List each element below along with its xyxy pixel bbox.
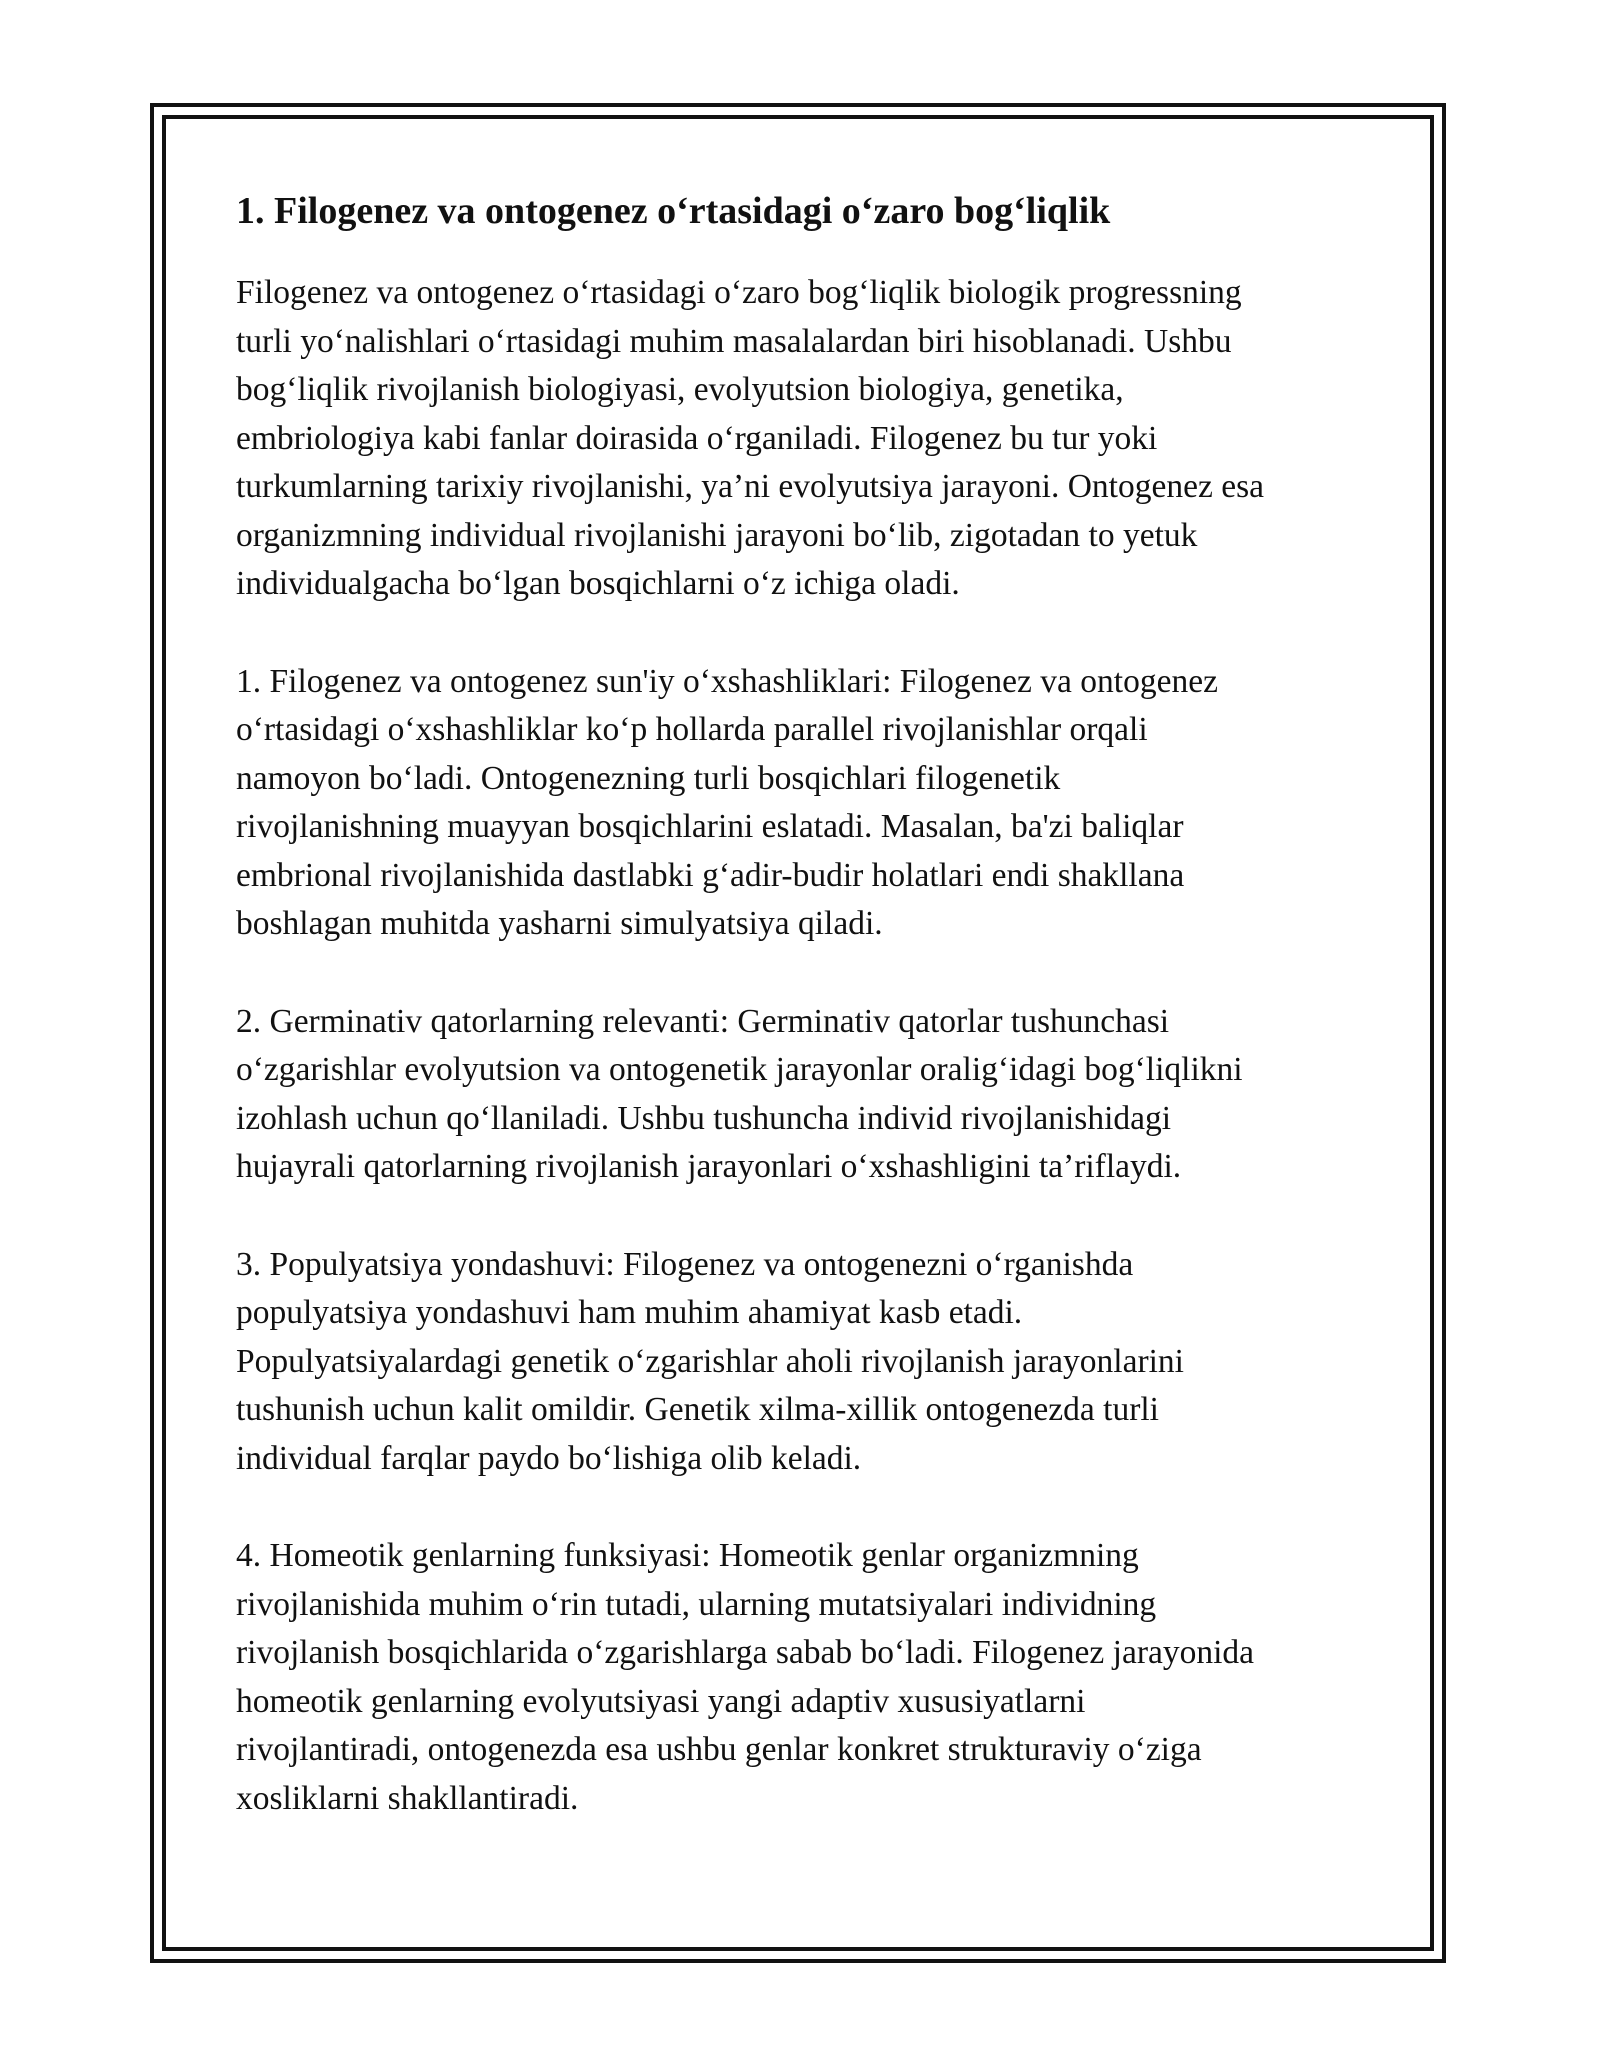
paragraph-homeotic-genes: 4. Homeotik genlarning funksiyasi: Homeotik genlar organizmning rivojlanishida muhim o‘rin tutadi, ularning mutatsiyalari individning rivojlanish bosqichlarida o‘zgarishlarga sabab bo‘ladi. Filogenez jarayonida homeotik genlarning evolyutsiyasi yangi adaptiv xususiyatlarni rivojlantiradi, ontogenezda esa ushbu genlar konkret strukturaviy o‘ziga xosliklarni shakllantiradi. (236, 1537, 1255, 1817)
paragraph-population-approach: 3. Populyatsiya yondashuvi: Filogenez va ontogenezni o‘rganishda populyatsiya yondashuvi ham muhim ahamiyat kasb etadi. Populyatsiyalardagi genetik o‘zgarishlar aholi rivojlanish jarayonlarini tushunish uchun kalit omildir. Genetik xilma-xillik ontogenezda turli individual farqlar paydo bo‘lishiga olib keladi. (236, 1245, 1184, 1477)
document-title: 1. Filogenez va ontogenez o‘rtasidagi o‘zaro bog‘liqlik (236, 190, 1111, 232)
paragraph-similarities: 1. Filogenez va ontogenez sun'iy o‘xshashliklari: Filogenez va ontogenez o‘rtasidagi o‘xshashliklar ko‘p hollarda parallel rivojlanishlar orqali namoyon bo‘ladi. Ontogenezning turli bosqichlari filogenetik rivojlanishning muayyan bosqichlarini eslatadi. Masalan, ba'zi baliqlar embrional rivojlanishida dastlabki g‘adir-budir holatlari endi shakllana boshlagan muhitda yasharni simulyatsiya qiladi. (236, 662, 1218, 942)
paragraph-germinal-lines: 2. Germinativ qatorlarning relevanti: Germinativ qatorlar tushunchasi o‘zgarishlar evolyutsion va ontogenetik jarayonlar oralig‘idagi bog‘liqlikni izohlash uchun qo‘llaniladi. Ushbu tushuncha individ rivojlanishidagi hujayrali qatorlarning rivojlanish jarayonlari o‘xshashligini ta’riflaydi. (236, 1002, 1243, 1185)
document-body (236, 187, 1376, 1872)
intro-paragraph: Filogenez va ontogenez o‘rtasidagi o‘zaro bog‘liqlik biologik progressning turli yo‘nalishlari o‘rtasidagi muhim masalalardan biri hisoblanadi. Ushbu bog‘liqlik rivojlanish biologiyasi, evolyutsion biologiya, genetika, embriologiya kabi fanlar doirasida o‘rganiladi. Filogenez bu tur yoki turkumlarning tarixiy rivojlanishi, ya’ni evolyutsiya jarayoni. Ontogenez esa organizmning individual rivojlanishi jarayoni bo‘lib, zigotadan to yetuk individualgacha bo‘lgan bosqichlarni o‘z ichiga oladi. (236, 274, 1264, 602)
